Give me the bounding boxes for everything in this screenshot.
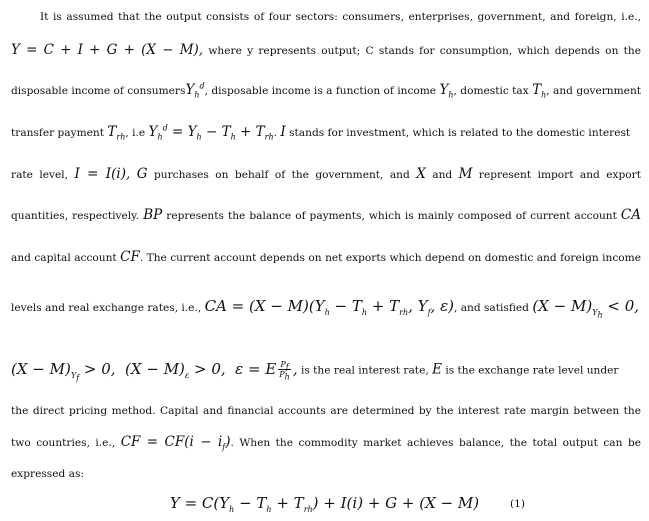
text-line-9 (11, 359, 641, 383)
text-span: and (432, 169, 453, 181)
text-line-11 (11, 434, 641, 451)
text-line-2 (11, 42, 641, 59)
output-equation: Y = C + I + G + (X − M), (11, 42, 204, 58)
text-span: . The current account depends on net exports which depend on domestic and foreign income (139, 252, 641, 264)
text-span: . When the commodity market achieves balance, the total output can be (230, 437, 641, 449)
text-span: levels and real exchange rates, i.e., (11, 302, 202, 314)
text-span: quantities, respectively. (11, 210, 140, 222)
text-span: two countries, i.e., (11, 437, 116, 449)
math-disposable-income: $Y_h^d$ (185, 81, 205, 100)
text-span: and capital account (11, 252, 117, 264)
math-price-ratio: $\frac{P_f}{P_h}$ (279, 360, 290, 382)
text-span: expressed as: (11, 468, 84, 480)
text-line-5 (11, 166, 641, 183)
text-span: is the real interest rate, (300, 364, 429, 377)
text-span: , disposable income is a function of income (204, 85, 437, 97)
text-line-4: transfer payment $T_{rh}$, i.e $Y_h^d = Y_h - T_h + T_{rh}$. I stands for investment, which is related to the domestic interest (11, 123, 631, 142)
math-disposable-income-definition: $Y_h^d = Y_h - T_h + T_{rh}$ (148, 123, 274, 142)
text-line-1 (40, 9, 641, 25)
text-span: , and government (546, 85, 642, 97)
math-bp-symbol: BP (143, 207, 163, 223)
text-span: transfer payment (11, 127, 104, 139)
math-tax: $T_h$ (532, 82, 547, 100)
text-line-7 (11, 249, 641, 266)
math-cf-symbol: CF (120, 249, 140, 265)
math-income: $Y_h$ (439, 82, 454, 100)
text-span: disposable income of consumers (11, 85, 186, 97)
math-investment-function: I = I(i), (74, 166, 131, 182)
text-line-8 (11, 297, 641, 320)
math-exchange-rate-symbol: E (432, 361, 442, 378)
text-span: the direct pricing method. Capital and financial accounts are determined by the interest rate margin between the (11, 405, 641, 417)
text-span: where y represents output; C stands for consumption, which depends on the (208, 45, 642, 57)
math-current-account-function: CA = $(X - M)(Y_h - T_h + T_{rh}$, $Y_f$, ε) (204, 297, 454, 317)
math-capital-account-function: CF = $CF(i - i_f)$ (120, 434, 231, 452)
math-conditions: $(X - M)_{Y_f} > 0$, $(X - M)_\varepsilon > 0$, ε = E $\frac{P_f}{P_h}$ , (11, 359, 298, 383)
text-line-6 (11, 207, 641, 224)
math-transfer: $T_{rh}$ (107, 124, 126, 142)
math-export-symbol: X (416, 166, 426, 182)
text-line-12 (11, 466, 641, 482)
text-line-3 (11, 82, 641, 99)
math-condition-yh: $(X - M)_{Y_h} < 0$, (532, 297, 640, 320)
text-span: , i.e (125, 127, 146, 139)
text-span: represent import and export (478, 169, 641, 181)
text-span: , and satisfied (453, 302, 529, 314)
text-span: , domestic tax (453, 85, 529, 97)
text-span: rate level, (11, 169, 69, 181)
text-span: purchases on behalf of the government, and (153, 169, 410, 181)
math-government-symbol: G (136, 166, 148, 182)
text-line-10 (11, 403, 641, 419)
text-span: It is assumed that the output consists of four sectors: consumers, enterprises, government, and foreign, i.e., (40, 11, 641, 23)
equation-number: (1) (510, 498, 526, 510)
text-span: stands for investment, which is related to the domestic interest (289, 127, 631, 139)
math-import-symbol: M (458, 166, 473, 182)
math-ca-symbol: CA (620, 207, 642, 223)
display-equation: $Y = C(Y_h - T_h + T_{rh}) + I(i) + G + (X - M)$ (169, 494, 480, 514)
text-span: represents the balance of payments, which is mainly composed of current account (166, 210, 617, 222)
math-investment-symbol: I (280, 124, 286, 140)
text-span: is the exchange rate level under (445, 364, 619, 377)
